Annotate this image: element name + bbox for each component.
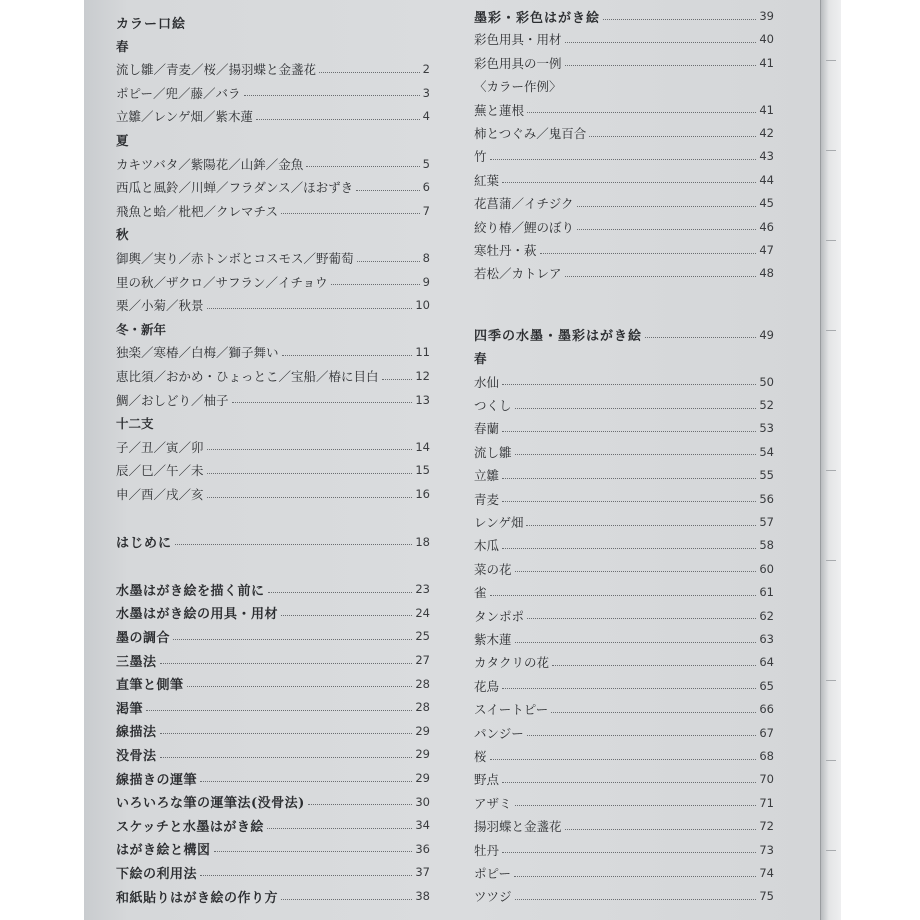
toc-entry-row — [474, 699, 774, 719]
dot-leader — [502, 501, 756, 502]
toc-title: 四季の水墨・墨彩はがき絵 — [474, 329, 643, 345]
dot-leader — [515, 454, 757, 455]
dot-leader — [551, 712, 756, 713]
toc-page-number: 16 — [415, 487, 430, 501]
toc-head-row — [116, 12, 430, 32]
toc-entry-row — [474, 793, 774, 813]
toc-page-number: 55 — [759, 468, 774, 483]
toc-major-row — [116, 626, 430, 646]
toc-title: 鯛／おしどり／柚子 — [116, 392, 229, 408]
toc-entry-row — [474, 769, 774, 789]
toc-page-number: 67 — [759, 725, 774, 740]
toc-page-number: 39 — [759, 9, 774, 23]
dot-leader — [502, 688, 756, 689]
toc-entry-row — [474, 395, 774, 415]
toc-title: パンジー — [474, 725, 524, 741]
toc-entry-row — [474, 840, 774, 860]
toc-title: 野点 — [474, 772, 500, 788]
toc-page-number: 62 — [759, 608, 774, 623]
dot-leader — [175, 544, 412, 545]
toc-title: 竹 — [474, 149, 487, 165]
toc-title: 墨の調合 — [116, 630, 171, 646]
toc-title: 若松／カトレア — [474, 266, 562, 282]
toc-page-number: 11 — [415, 345, 430, 360]
toc-sub-row — [116, 130, 430, 150]
dot-leader — [502, 384, 756, 385]
dot-leader — [281, 615, 412, 616]
toc-title: 水墨はがき絵を描く前に — [116, 583, 265, 599]
dot-leader — [527, 112, 756, 113]
toc-page-number: 30 — [415, 794, 430, 809]
toc-major-row — [116, 650, 430, 670]
toc-title: 絞り椿／鯉のぼり — [474, 219, 575, 235]
toc-title: 〈カラー作例〉 — [474, 79, 562, 95]
toc-title: 栗／小菊／秋景 — [116, 298, 204, 314]
toc-page-number: 66 — [759, 702, 774, 717]
toc-title: 下絵の利用法 — [116, 866, 198, 882]
dot-leader — [515, 805, 757, 806]
toc-major-row — [116, 674, 430, 694]
toc-title: 恵比須／おかめ・ひょっとこ／宝船／椿に目白 — [116, 369, 379, 384]
dot-leader — [565, 65, 757, 66]
toc-title: 冬・新年 — [116, 321, 167, 337]
toc-page-number: 12 — [415, 369, 430, 383]
dot-leader — [207, 308, 413, 309]
toc-title: 子／丑／寅／卯 — [116, 439, 204, 455]
toc-page-number: 7 — [422, 203, 430, 218]
toc-title: 辰／巳／午／未 — [116, 463, 204, 479]
toc-title: 御輿／実り／赤トンボとコスモス／野葡萄 — [116, 251, 354, 266]
dot-leader — [515, 408, 757, 409]
toc-title: 線描きの運筆 — [116, 772, 198, 788]
toc-title: 桜 — [474, 749, 487, 764]
dot-leader — [187, 686, 413, 687]
toc-title: 彩色用具の一例 — [474, 55, 562, 71]
toc-title: 線描法 — [116, 725, 157, 741]
toc-page-number: 61 — [759, 585, 774, 600]
toc-entry-row — [474, 606, 774, 626]
dot-leader — [207, 449, 413, 450]
toc-page-number: 40 — [759, 32, 774, 47]
toc-page-number: 13 — [415, 392, 430, 407]
toc-entry-row — [474, 193, 774, 213]
toc-page-number: 8 — [422, 251, 430, 265]
toc-title: 水仙 — [474, 374, 500, 390]
toc-page-number: 4 — [422, 109, 430, 124]
dot-leader — [256, 119, 420, 120]
toc-title: はがき絵と構図 — [116, 843, 211, 859]
dot-leader — [645, 337, 756, 338]
toc-title: 渇筆 — [116, 701, 144, 717]
dot-leader — [589, 136, 756, 137]
toc-entry-row — [474, 372, 774, 392]
toc-title: 西瓜と風鈴／川蝉／フラダンス／ほおずき — [116, 180, 354, 196]
toc-title: 蕪と蓮根 — [474, 102, 525, 118]
toc-entry-row — [474, 886, 774, 906]
toc-title: 雀 — [474, 585, 487, 601]
page-edge-line — [826, 560, 836, 561]
toc-sub-row — [116, 36, 430, 56]
toc-page-number: 29 — [415, 771, 430, 785]
toc-title: 紫木蓮 — [474, 632, 512, 647]
dot-leader — [200, 875, 412, 876]
toc-title: 独楽／寒椿／白梅／獅子舞い — [116, 345, 279, 361]
dot-leader — [540, 253, 757, 254]
dot-leader — [200, 781, 412, 782]
toc-page-number: 49 — [759, 327, 774, 342]
toc-entry-row — [474, 816, 774, 836]
dot-leader — [281, 213, 420, 214]
toc-entry-row — [474, 559, 774, 579]
toc-title: 紅葉 — [474, 172, 500, 188]
toc-title: 花鳥 — [474, 678, 500, 694]
toc-major-row — [116, 886, 430, 906]
toc-page-number: 73 — [759, 842, 774, 857]
toc-major-row — [116, 579, 430, 599]
dot-leader — [527, 735, 757, 736]
toc-entry-row — [474, 217, 774, 237]
toc-page-number: 68 — [759, 749, 774, 763]
toc-entry-row — [474, 863, 774, 883]
toc-page-number: 27 — [415, 653, 430, 667]
dot-leader — [160, 663, 413, 664]
toc-page-number: 64 — [759, 655, 774, 670]
toc-entry-row — [474, 465, 774, 485]
toc-entry-row — [474, 442, 774, 462]
toc-major-row — [116, 815, 430, 835]
toc-title: 水墨はがき絵の用具・用材 — [116, 607, 279, 623]
toc-major-row — [116, 603, 430, 623]
dot-leader — [308, 804, 413, 805]
toc-page-number: 9 — [422, 274, 430, 289]
toc-head-row — [474, 6, 774, 26]
toc-title: 立雛／レンゲ畑／紫木蓮 — [116, 109, 253, 125]
toc-sub-row — [116, 413, 430, 433]
dot-leader — [267, 828, 413, 829]
toc-page-number: 75 — [759, 889, 774, 904]
toc-page-number: 28 — [415, 700, 430, 715]
toc-entry-row — [116, 460, 430, 480]
toc-page-number: 25 — [415, 629, 430, 644]
page-edge-line — [826, 60, 836, 61]
dot-leader — [565, 276, 757, 277]
toc-title: 菜の花 — [474, 561, 512, 577]
toc-page-number: 36 — [415, 841, 430, 856]
toc-page-number: 5 — [422, 156, 430, 171]
toc-title: 墨彩・彩色はがき絵 — [474, 10, 601, 26]
toc-title: 十二支 — [116, 416, 154, 432]
toc-title: つくし — [474, 398, 512, 413]
toc-entry-row — [116, 295, 430, 315]
toc-page-number: 56 — [759, 491, 774, 506]
dot-leader — [502, 548, 756, 549]
toc-entry-row — [116, 248, 430, 268]
toc-head-row — [116, 532, 430, 552]
toc-major-row — [116, 862, 430, 882]
toc-title: レンゲ畑 — [474, 515, 524, 530]
dot-leader — [490, 595, 757, 596]
toc-title: 没骨法 — [116, 748, 157, 764]
toc-title: 和紙貼りはがき絵の作り方 — [116, 890, 279, 906]
dot-leader — [502, 782, 756, 783]
dot-leader — [268, 592, 413, 593]
toc-entry-row — [116, 272, 430, 292]
page-edge-line — [826, 760, 836, 761]
toc-page-number: 23 — [415, 582, 430, 597]
toc-page-number: 18 — [415, 534, 430, 549]
toc-page-number: 70 — [759, 772, 774, 787]
toc-title: ポピー — [474, 866, 512, 881]
toc-page-number: 29 — [415, 723, 430, 738]
toc-entry-row — [474, 629, 774, 649]
toc-head-row — [474, 325, 774, 345]
toc-title: 牡丹 — [474, 842, 500, 858]
toc-entry-row — [474, 29, 774, 49]
toc-title: カラー口絵 — [116, 16, 187, 32]
dot-leader — [331, 284, 420, 285]
toc-sub-row — [116, 224, 430, 244]
toc-entry-row — [116, 83, 430, 103]
dot-leader — [603, 19, 756, 20]
toc-title: 秋 — [116, 227, 129, 243]
toc-sub-row — [116, 319, 430, 339]
toc-title: 流し雛／青麦／桜／揚羽蝶と金盞花 — [116, 62, 317, 78]
toc-page-number: 24 — [415, 605, 430, 620]
toc-entry-row — [474, 146, 774, 166]
toc-entry-row — [474, 582, 774, 602]
toc-entry-row — [116, 201, 430, 221]
toc-page-number: 53 — [759, 421, 774, 436]
toc-title: カタクリの花 — [474, 655, 550, 671]
toc-major-row — [116, 697, 430, 717]
page-edge-line — [826, 240, 836, 241]
dot-leader — [173, 639, 412, 640]
toc-title: 直筆と側筆 — [116, 678, 184, 694]
toc-entry-row — [474, 123, 774, 143]
toc-page-number: 57 — [759, 515, 774, 529]
toc-entry-row — [116, 342, 430, 362]
dot-leader — [502, 478, 756, 479]
dot-leader — [214, 851, 413, 852]
toc-entry-row — [474, 240, 774, 260]
toc-title: 花菖蒲／イチジク — [474, 196, 574, 212]
toc-entry-row — [474, 512, 774, 532]
dot-leader — [577, 229, 756, 230]
toc-entry-row — [116, 484, 430, 504]
toc-title: 揚羽蝶と金盞花 — [474, 819, 562, 835]
toc-title: ツツジ — [474, 889, 512, 905]
dot-leader — [502, 852, 756, 853]
dot-leader — [160, 733, 413, 734]
toc-page-number: 37 — [415, 865, 430, 880]
dot-leader — [306, 166, 419, 167]
toc-major-row — [116, 744, 430, 764]
dot-leader — [565, 829, 757, 830]
toc-page-number: 52 — [759, 398, 774, 412]
dot-leader — [490, 159, 757, 160]
toc-sub-row — [474, 348, 774, 368]
toc-label-row — [474, 76, 774, 96]
toc-page-number: 6 — [422, 180, 430, 195]
toc-page-number: 2 — [422, 62, 430, 77]
toc-entry-row — [474, 263, 774, 283]
dot-leader — [515, 642, 757, 643]
toc-page-number: 45 — [759, 196, 774, 211]
toc-title: スイートピー — [474, 702, 549, 718]
toc-title: カキツバタ／紫陽花／山鉾／金魚 — [116, 156, 304, 172]
dot-leader — [207, 473, 413, 474]
dot-leader — [490, 759, 757, 760]
page-edge-line — [826, 850, 836, 851]
toc-entry-row — [116, 437, 430, 457]
page-edge — [820, 0, 841, 920]
dot-leader — [527, 618, 756, 619]
dot-leader — [514, 876, 756, 877]
toc-title: 三墨法 — [116, 654, 157, 670]
toc-title: タンポポ — [474, 608, 525, 624]
dot-leader — [577, 206, 757, 207]
toc-title: 春 — [474, 351, 487, 367]
dot-leader — [357, 261, 420, 262]
toc-title: 流し雛 — [474, 444, 512, 460]
toc-entry-row — [116, 106, 430, 126]
dot-leader — [207, 497, 413, 498]
page-edge-line — [826, 470, 836, 471]
toc-entry-row — [474, 53, 774, 73]
toc-title: 彩色用具・用材 — [474, 32, 562, 48]
toc-page-number: 71 — [759, 795, 774, 810]
toc-entry-row — [116, 59, 430, 79]
dot-leader — [382, 379, 413, 380]
toc-title: 里の秋／ザクロ／サフラン／イチョウ — [116, 274, 328, 290]
toc-page-number: 48 — [759, 266, 774, 281]
toc-entry-row — [474, 676, 774, 696]
toc-entry-row — [474, 535, 774, 555]
dot-leader — [281, 899, 412, 900]
toc-page-number: 41 — [759, 55, 774, 70]
toc-title: いろいろな筆の運筆法(没骨法) — [116, 796, 305, 812]
toc-page-number: 38 — [415, 889, 430, 903]
toc-title: 飛魚と蛤／枇杷／クレマチス — [116, 203, 279, 219]
book-page — [84, 0, 820, 920]
toc-page-number: 54 — [759, 444, 774, 459]
toc-page-number: 42 — [759, 126, 774, 140]
dot-leader — [232, 402, 413, 403]
page-edge-line — [826, 680, 836, 681]
toc-entry-row — [474, 489, 774, 509]
toc-title: 申／酉／戌／亥 — [116, 487, 204, 502]
toc-page-number: 14 — [415, 439, 430, 454]
toc-page-number: 34 — [415, 818, 430, 833]
toc-title: 柿とつぐみ／鬼百合 — [474, 126, 587, 141]
toc-page-number: 44 — [759, 172, 774, 187]
toc-page-number: 41 — [759, 102, 774, 117]
toc-title: 立雛 — [474, 468, 500, 484]
toc-page-number: 63 — [759, 632, 774, 646]
toc-entry-row — [474, 723, 774, 743]
toc-entry-row — [116, 154, 430, 174]
toc-page-number: 72 — [759, 819, 774, 834]
toc-major-row — [116, 768, 430, 788]
dot-leader — [502, 182, 756, 183]
dot-leader — [526, 525, 756, 526]
toc-page-number: 28 — [415, 676, 430, 691]
toc-title: 青麦 — [474, 491, 500, 507]
toc-page-number: 58 — [759, 538, 774, 553]
toc-major-row — [116, 721, 430, 741]
toc-major-row — [116, 839, 430, 859]
toc-entry-row — [474, 100, 774, 120]
dot-leader — [356, 190, 420, 191]
toc-page-number: 74 — [759, 866, 774, 880]
toc-page-number: 43 — [759, 149, 774, 164]
dot-leader — [515, 899, 757, 900]
toc-entry-row — [116, 390, 430, 410]
page-edge-line — [826, 150, 836, 151]
toc-entry-row — [474, 418, 774, 438]
toc-entry-row — [116, 366, 430, 386]
toc-page-number: 10 — [415, 298, 430, 313]
dot-leader — [160, 757, 413, 758]
toc-page-number: 47 — [759, 243, 774, 257]
dot-leader — [552, 665, 756, 666]
toc-title: アザミ — [474, 795, 512, 811]
toc-major-row — [116, 792, 430, 812]
toc-page-number: 29 — [415, 747, 430, 762]
dot-leader — [502, 431, 756, 432]
toc-entry-row — [116, 177, 430, 197]
dot-leader — [244, 95, 420, 96]
dot-leader — [565, 42, 757, 43]
toc-title: 木瓜 — [474, 538, 500, 554]
toc-page-number: 46 — [759, 219, 774, 234]
dot-leader — [515, 571, 757, 572]
dot-leader — [282, 355, 413, 356]
toc-title: スケッチと水墨はがき絵 — [116, 819, 264, 835]
toc-page-number: 15 — [415, 463, 430, 478]
toc-title: ポピー／兜／藤／バラ — [116, 85, 241, 101]
toc-entry-row — [474, 746, 774, 766]
toc-page-number: 3 — [422, 85, 430, 100]
toc-title: 夏 — [116, 133, 129, 148]
toc-page-number: 50 — [759, 374, 774, 389]
toc-page-number: 65 — [759, 678, 774, 693]
toc-entry-row — [474, 170, 774, 190]
page-edge-line — [826, 330, 836, 331]
dot-leader — [319, 72, 420, 73]
toc-page-number: 60 — [759, 561, 774, 576]
toc-title: 春蘭 — [474, 421, 500, 437]
toc-title: 春 — [116, 38, 129, 54]
toc-entry-row — [474, 652, 774, 672]
toc-title: はじめに — [116, 536, 173, 552]
dot-leader — [146, 710, 412, 711]
toc-title: 寒牡丹・萩 — [474, 243, 537, 258]
